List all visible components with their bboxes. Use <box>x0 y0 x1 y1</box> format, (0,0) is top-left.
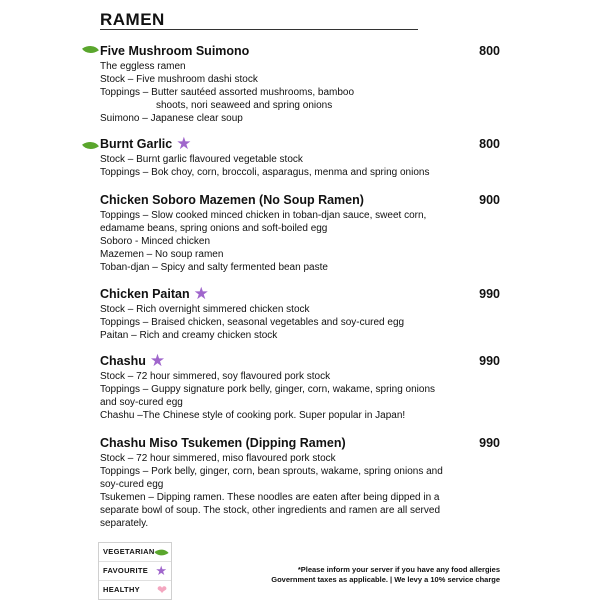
item-line: Chashu –The Chinese style of cooking pork. Super popular in Japan! <box>100 410 406 421</box>
legend-row-favourite <box>99 562 171 581</box>
item-line: Toppings – Pork belly, ginger, corn, bean sprouts, wakame, spring onions and <box>100 466 443 477</box>
star-icon: ★ <box>155 563 167 578</box>
item-price: 990 <box>479 354 500 368</box>
menu-item-chicken-soboro-mazemen <box>100 191 500 274</box>
legend-row-vegetarian <box>99 543 171 562</box>
heart-icon: ❤ <box>156 583 167 597</box>
favourite-star-icon: ★ <box>193 284 209 303</box>
item-name: Chashu Miso Tsukemen (Dipping Ramen) <box>100 436 346 450</box>
menu-item-chashu <box>100 352 500 422</box>
item-line: Toppings – Braised chicken, seasonal vegetables and soy-cured egg <box>100 317 405 328</box>
item-price: 800 <box>479 137 500 151</box>
favourite-star-icon: ★ <box>176 134 192 153</box>
item-name: Chicken Paitan <box>100 287 190 301</box>
item-line: Mazemen – No soup ramen <box>100 249 224 260</box>
menu-item-chashu-miso-tsukemen <box>100 434 500 530</box>
item-name: Burnt Garlic <box>100 137 173 151</box>
item-name: Chicken Soboro Mazemen (No Soup Ramen) <box>100 193 364 207</box>
item-price: 990 <box>479 436 500 450</box>
vegetarian-leaf-icon <box>82 137 99 153</box>
legend-row-healthy <box>99 581 171 599</box>
item-line: and soy-cured egg <box>100 397 183 408</box>
item-line: shoots, nori seaweed and spring onions <box>156 100 333 111</box>
item-line: Stock – 72 hour simmered, soy flavoured pork stock <box>100 371 331 382</box>
legend <box>98 542 172 600</box>
item-line: Suimono – Japanese clear soup <box>100 113 243 124</box>
item-line: Toppings – Guppy signature pork belly, ginger, corn, wakame, spring onions <box>100 384 436 395</box>
item-line: Stock – 72 hour simmered, miso flavoured pork stock <box>100 453 336 464</box>
menu-item-burnt-garlic <box>100 135 500 179</box>
leaf-icon <box>154 546 168 560</box>
item-line: separate bowl of soup. The stock, other ingredients and ramen are all served <box>100 505 441 516</box>
item-line: Soboro - Minced chicken <box>100 236 211 247</box>
item-line: edamame beans, spring onions and soft-boiled egg <box>100 223 328 234</box>
item-line: Toppings – Bok choy, corn, broccoli, asparagus, menma and spring onions <box>100 167 430 178</box>
item-line: Toban-djan – Spicy and salty fermented bean paste <box>100 262 328 273</box>
footer-notes <box>271 565 500 585</box>
item-line: Stock – Burnt garlic flavoured vegetable stock <box>100 154 303 165</box>
item-name: Five Mushroom Suimono <box>100 44 250 58</box>
item-line: Stock – Five mushroom dashi stock <box>100 74 258 85</box>
page-title: RAMEN <box>100 10 165 29</box>
item-line: Stock – Rich overnight simmered chicken stock <box>100 304 310 315</box>
favourite-star-icon: ★ <box>149 351 166 370</box>
item-line: Toppings – Slow cooked minced chicken in toban-djan sauce, sweet corn, <box>100 210 427 221</box>
title-rule <box>100 29 418 30</box>
legend-label: VEGETARIAN <box>103 547 155 556</box>
item-price: 990 <box>479 287 500 301</box>
vegetarian-leaf-icon <box>82 41 99 57</box>
menu-item-chicken-paitan <box>100 285 500 342</box>
item-line: soy-cured egg <box>100 479 164 490</box>
item-line: The eggless ramen <box>100 61 186 72</box>
item-price: 900 <box>479 193 500 207</box>
item-line: Tsukemen – Dipping ramen. These noodles are eaten after being dipped in a <box>100 492 440 503</box>
legend-label: HEALTHY <box>103 585 140 594</box>
legend-label: FAVOURITE <box>103 566 149 575</box>
allergy-note: *Please inform your server if you have any food allergies <box>297 565 500 574</box>
item-price: 800 <box>479 44 500 58</box>
menu-item-five-mushroom-suimono <box>100 42 500 125</box>
tax-note: Government taxes as applicable. | We levy a 10% service charge <box>271 575 500 584</box>
item-name: Chashu <box>100 354 146 368</box>
item-line: Paitan – Rich and creamy chicken stock <box>100 330 278 341</box>
item-line: Toppings – Butter sautéed assorted mushrooms, bamboo <box>100 87 355 98</box>
item-line: separately. <box>100 518 149 529</box>
